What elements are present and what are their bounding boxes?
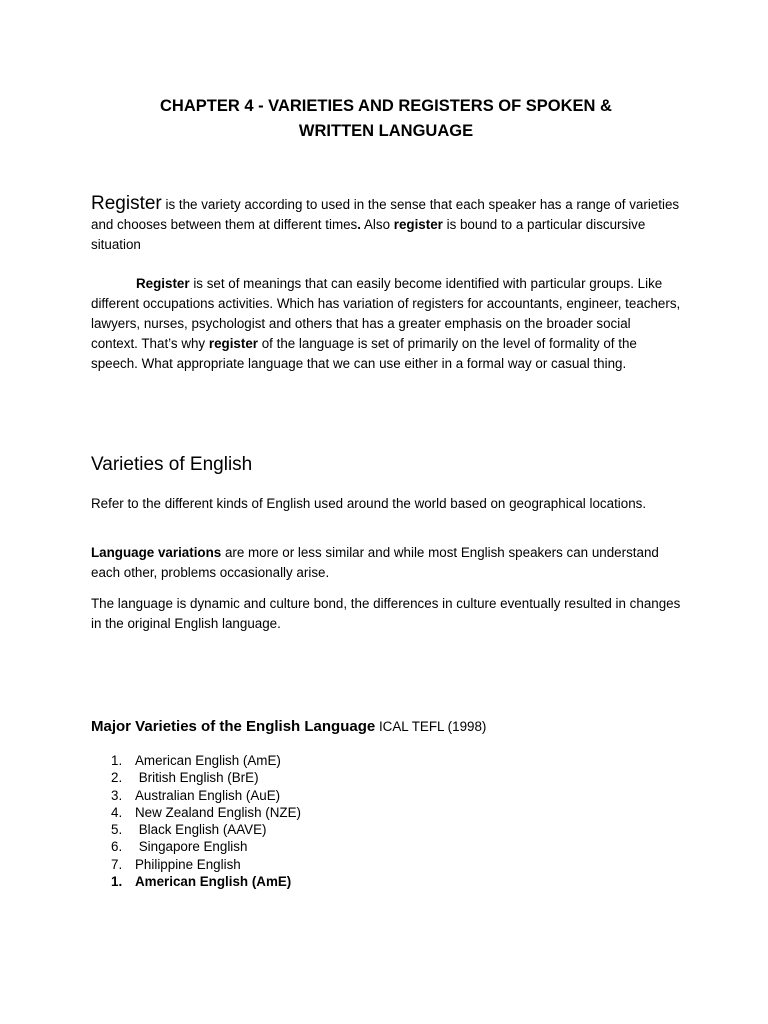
- major-varieties-heading-text: Major Varieties of the English Language: [91, 718, 376, 735]
- list-item-label: American English (AmE): [135, 874, 292, 890]
- list-item-number: 1.: [111, 753, 123, 768]
- varieties-paragraph-1: Refer to the different kinds of English used around the world based on geographical locations.: [91, 496, 647, 511]
- list-item: [111, 752, 301, 769]
- list-item-number: 7.: [111, 856, 123, 872]
- chapter-title-line-1: CHAPTER 4 - VARIETIES AND REGISTERS OF SPOKEN &: [160, 97, 612, 115]
- language-variations-term: Language variations: [91, 545, 222, 560]
- chapter-title-line-2: WRITTEN LANGUAGE: [298, 122, 474, 140]
- list-item-section-start: [111, 873, 301, 890]
- list-item-label: Singapore English: [135, 839, 248, 855]
- register-definition-paragraph: [91, 274, 681, 374]
- register-def-text-2: of the language is set of primarily on the level of formality of the speech. What appropriate language that we can use either in a formal way or casual thing.: [91, 336, 637, 371]
- register-def-text-1: is set of meanings that can easily become identified with particular groups. Like different occupations activities. Which has variation of registers for accountants, engineer, teachers, lawyers, nurses, psychologist and others that has a greater emphasis on the broader social context. That’s why: [91, 276, 681, 351]
- varieties-list: [111, 752, 301, 890]
- list-item-number: 2.: [111, 770, 123, 786]
- list-item-label: American English (AmE): [135, 753, 281, 768]
- major-varieties-heading: [91, 717, 486, 737]
- list-item-label: Australian English (AuE): [135, 787, 281, 803]
- register-intro-text-2: Also: [360, 217, 394, 232]
- register-intro-text-3: is bound to a particular discursive situation: [91, 217, 646, 252]
- list-item: [111, 838, 301, 855]
- register-term: Register: [91, 193, 162, 214]
- varieties-heading: Varieties of English: [91, 454, 253, 475]
- list-item-number: 5.: [111, 822, 123, 838]
- list-item: [111, 769, 301, 786]
- list-item-number: 3.: [111, 787, 123, 803]
- list-item-number: 1.: [111, 874, 123, 890]
- varieties-paragraph-2-text: are more or less similar and while most English speakers can understand each other, problems occasionally arise.: [91, 545, 659, 580]
- chapter-title: [91, 94, 681, 144]
- list-item: [111, 787, 301, 804]
- varieties-paragraph-2: [91, 543, 681, 583]
- register-term-inline: register: [393, 217, 443, 232]
- list-item-label: British English (BrE): [135, 770, 259, 786]
- list-item: [111, 856, 301, 873]
- list-item: [111, 804, 301, 821]
- register-def-term: Register: [136, 276, 190, 291]
- register-intro-text-1: is the variety according to used in the sense that each speaker has a range of varieties and chooses between them at different times: [91, 197, 680, 232]
- major-varieties-source: ICAL TEFL (1998): [375, 719, 487, 734]
- register-intro-paragraph: [91, 194, 681, 255]
- list-item-label: Black English (AAVE): [135, 822, 267, 838]
- list-item-number: 4.: [111, 804, 123, 820]
- list-item-number: 6.: [111, 839, 123, 855]
- list-item-label: Philippine English: [135, 856, 241, 872]
- register-def-term-inline: register: [208, 336, 258, 351]
- list-item-label: New Zealand English (NZE): [135, 804, 301, 820]
- list-item: [111, 821, 301, 838]
- register-intro-period: .: [357, 217, 361, 232]
- varieties-paragraph-3: The language is dynamic and culture bond, the differences in culture eventually resulted in changes in the original English language.: [91, 596, 681, 631]
